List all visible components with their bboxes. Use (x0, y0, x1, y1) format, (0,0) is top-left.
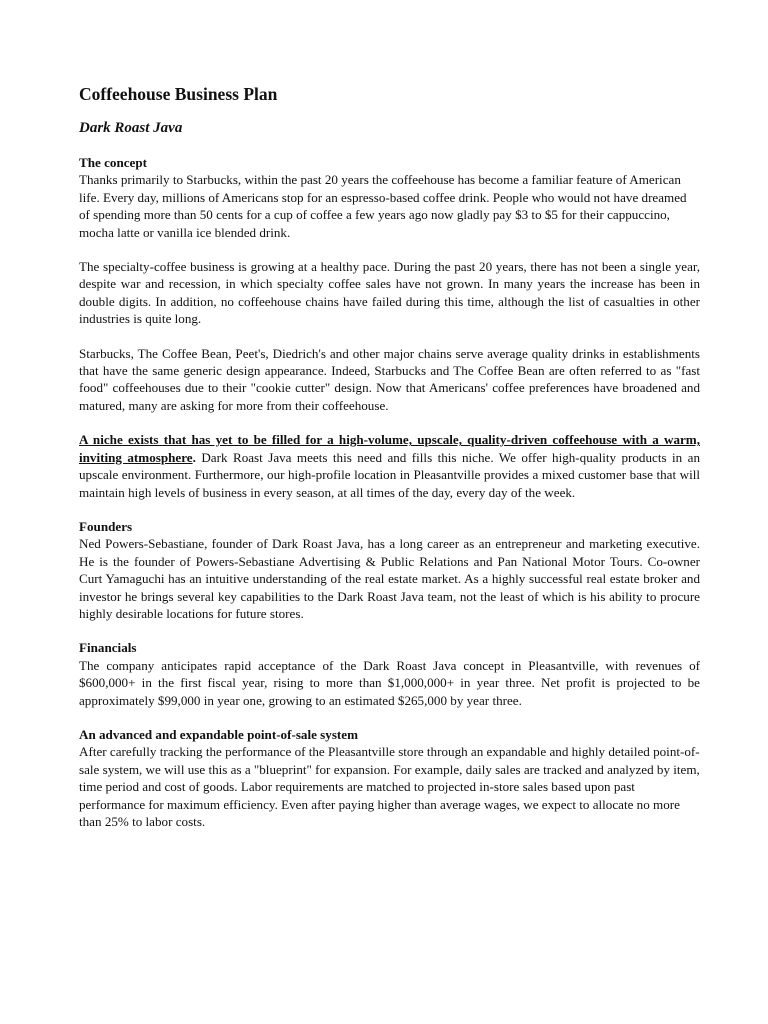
concept-paragraph-3: Starbucks, The Coffee Bean, Peet's, Diedrich's and other major chains serve average quality drinks in establishments that have the same generic design appearance. Indeed, Starbucks and The Coffee Bean are often referred to as "fast food" coffeehouses due to their "cookie cutter" design. Now that Americans' coffee preferences have broadened and matured, many are asking for more from their coffeehouse. (79, 345, 700, 413)
niche-body: Dark Roast Java meets this need and fills this niche. We offer high-quality products in an upscale environment. Furthermore, our high-profile location in Pleasantville provides a mixed customer base that will maintain high levels of business in every season, at all times of the day, every day of the week. (79, 449, 700, 500)
document-subtitle: Dark Roast Java (79, 120, 183, 136)
section-heading-concept: The concept (79, 155, 148, 170)
section-heading-founders: Founders (79, 518, 133, 534)
pos-system-paragraph: After carefully tracking the performance of the Pleasantville store through an expandable and highly detailed point-of-sale system, we will use this as a "blueprint" for expansion. For example, daily sales are tracked and analyzed by item, time period and cost of goods. Labor requirements are matched to projected in-store sales based upon past performance for maximum efficiency. Even after paying higher than average wages, we expect to allocate no more than 25% to labor costs. (79, 744, 700, 829)
niche-emphasis: A niche exists that has yet to be filled for a high-volume, upscale, quality-driven coffeehouse with a warm, inviting atmosphere (79, 432, 700, 465)
financials-paragraph: The company anticipates rapid acceptance of the Dark Roast Java concept in Pleasantville, with revenues of $600,000+ in the first fiscal year, rising to more than $1,000,000+ in year three. Net profit is projected to be approximately $99,000 in year one, growing to an estimated $265,000 by year three. (79, 657, 700, 708)
section-heading-financials: Financials (79, 640, 137, 656)
niche-paragraph (79, 431, 700, 501)
concept-paragraph-2: The specialty-coffee business is growing at a healthy pace. During the past 20 years, there has not been a single year, despite war and recession, in which specialty coffee sales have not grown. In many years the increase has been in double digits. In addition, no coffeehouse chains have failed during this time, although the list of casualties in other industries is quite long. (79, 259, 700, 327)
niche-period: . (192, 449, 196, 465)
founders-paragraph: Ned Powers-Sebastiane, founder of Dark Roast Java, has a long career as an entrepreneur and marketing executive. He is the founder of Powers-Sebastiane Advertising & Public Relations and Pan National Motor Tours. Co-owner Curt Yamaguchi has an intuitive understanding of the real estate market. As a highly successful real estate broker and investor he brings several key capabilities to the Dark Roast Java team, not the least of which is his ability to procure highly desirable locations for future stores. (79, 536, 700, 621)
document-title: Coffeehouse Business Plan (79, 84, 278, 104)
section-heading-pos-system: An advanced and expandable point-of-sale system (79, 726, 359, 742)
document-page (79, 82, 700, 847)
concept-paragraph-1: Thanks primarily to Starbucks, within the past 20 years the coffeehouse has become a familiar feature of American life. Every day, millions of Americans stop for an espresso-based coffee drink. People who would not have dreamed of spending more than 50 cents for a cup of coffee a few years ago now gladly pay $3 to $5 for their cappuccino, mocha latte or vanilla ice blended drink. (79, 172, 687, 240)
